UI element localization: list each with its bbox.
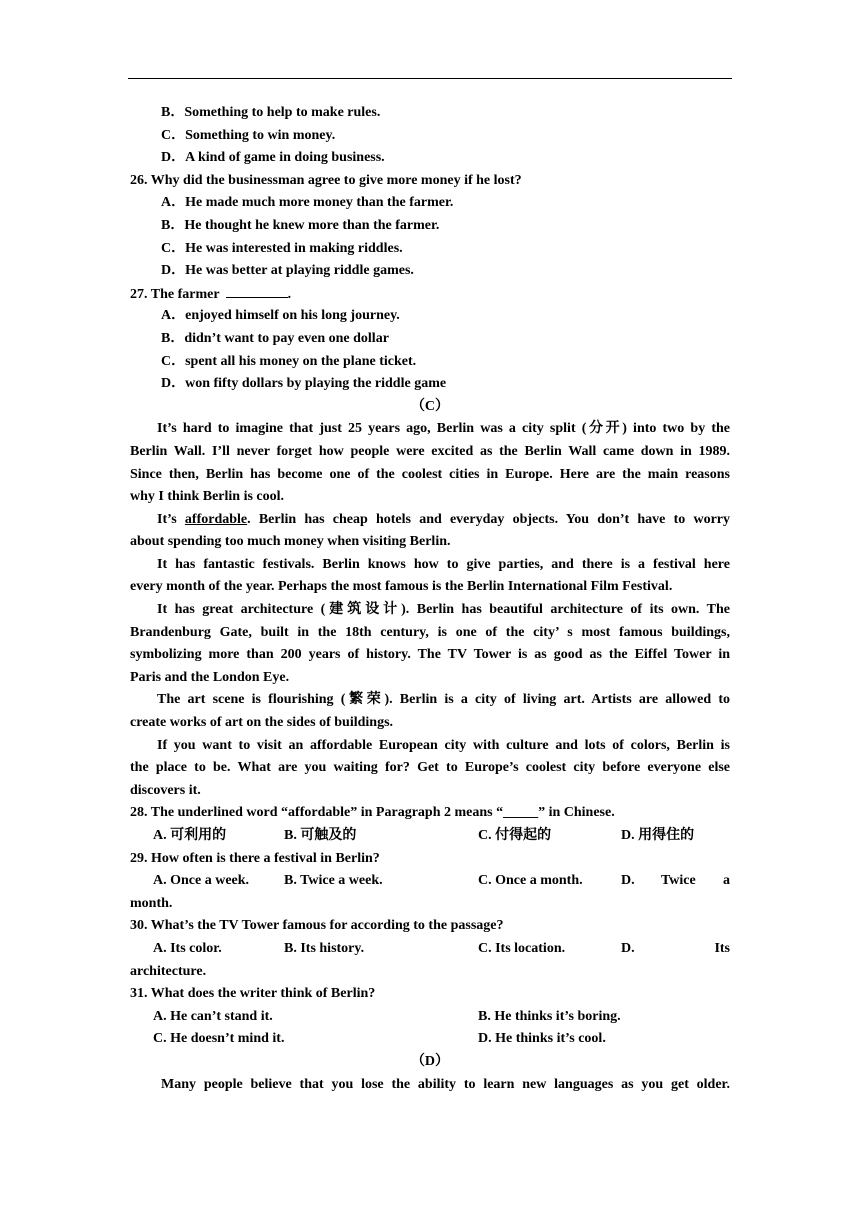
q31-question: 31. What does the writer think of Berlin? [130,986,376,1002]
q29-options [130,870,730,893]
page-content [130,102,730,1096]
passage-c-p2-line2: about spending too much money when visiting Berlin. [130,534,451,550]
q26-option-d: D．He was better at playing riddle games. [161,263,414,279]
q27-stem: 27. The farmer [130,286,220,302]
q30-option-c: C. Its location. [478,940,566,956]
header-rule [128,78,732,79]
p2-pre: It’s [157,511,185,527]
q31-options-row2 [130,1028,730,1051]
passage-c-p3-line2: every month of the year. Perhaps the most famous is the Berlin International Film Festival. [130,579,673,595]
q26-question: 26. Why did the businessman agree to give more money if he lost? [130,172,522,188]
q31-option-d: D. He thinks it’s cool. [478,1031,606,1047]
q25-option-c: C．Something to win money. [161,127,336,143]
passage-c-p3-line1: It has fantastic festivals. Berlin knows how to give parties, and there is a festival here [157,556,730,572]
passage-d-p1-line1: Many people believe that you lose the ability to learn new languages as you get older. [161,1076,730,1092]
passage-c-p5-line1: The art scene is flourishing (繁荣). Berlin is a city of living art. Artists are allowed to [157,692,730,708]
q29-option-d-wrap: month. [130,895,173,911]
q26-option-a: A．He made much more money than the farmer. [161,195,454,211]
q31-options-row1 [130,1006,730,1029]
q27-end: . [287,286,292,302]
q28-option-a: A. 可利用的 [153,828,227,843]
passage-c-p6-line1: If you want to visit an affordable European city with culture and lots of colors, Berlin is [157,737,730,753]
q27-blank [226,283,288,298]
passage-c-p2-line1 [130,509,730,532]
q25-option-b: B．Something to help to make rules. [161,105,381,120]
q27-option-a: A．enjoyed himself on his long journey. [161,308,400,324]
q25-option-d: D．A kind of game in doing business. [161,150,385,166]
passage-c-p4-line1: It has great architecture (建筑设计). Berlin has beautiful architecture of its own. The [157,602,730,618]
q28-options [130,825,730,848]
q28-option-d: D. 用得住的 [621,828,695,843]
section-d-heading: （D） [410,1053,450,1069]
q29-option-d-word1: Twice [661,873,696,889]
p2-post: . Berlin has cheap hotels and everyday objects. You don’t have to worry [247,511,730,527]
q27-option-d: D．won fifty dollars by playing the riddle game [161,376,447,392]
passage-c-p4-line3: symbolizing more than 200 years of history. The TV Tower is as good as the Eiffel Tower in [130,647,730,663]
q30-options [130,938,730,961]
passage-c-p1-line1: It’s hard to imagine that just 25 years ago, Berlin was a city split (分开) into two by the [157,421,730,437]
q30-option-a: A. Its color. [153,940,222,956]
q30-question: 30. What’s the TV Tower famous for according to the passage? [130,918,504,934]
q29-option-b: B. Twice a week. [284,873,383,889]
q29-option-d: D. [621,873,635,889]
q26-option-b: B．He thought he knew more than the farmer. [161,217,440,233]
q29-option-c: C. Once a month. [478,873,583,889]
q30-option-d-word1: Its [714,940,730,956]
passage-c-p4-line4: Paris and the London Eye. [130,669,290,685]
q31-option-a: A. He can’t stand it. [153,1008,273,1024]
q29-option-a: A. Once a week. [153,873,250,889]
q28-option-c: C. 付得起的 [478,828,552,843]
q28-option-b: B. 可触及的 [284,828,357,843]
passage-c-p4-line2: Brandenburg Gate, built in the 18th century, is one of the city’ s most famous buildings, [130,624,730,640]
q27-question [130,283,730,306]
underlined-word-affordable: affordable [184,511,248,527]
q26-option-c: C．He was interested in making riddles. [161,240,403,256]
q31-option-b: B. He thinks it’s boring. [478,1008,621,1024]
q30-option-d: D. [621,940,635,956]
q29-question: 29. How often is there a festival in Berlin? [130,850,380,866]
q31-option-c: C. He doesn’t mind it. [153,1031,285,1047]
passage-c-p5-line2: create works of art on the sides of buildings. [130,715,394,731]
passage-c-p6-line3: discovers it. [130,782,201,798]
section-c-heading: （C） [410,398,450,414]
passage-c-p1-line3: Since then, Berlin has become one of the coolest cities in Europe. Here are the main reasons [130,466,730,482]
q29-option-d-word2: a [723,873,730,889]
q27-option-b: B．didn’t want to pay even one dollar [161,330,389,346]
passage-c-p6-line2: the place to be. What are you waiting for? Get to Europe’s coolest city before everyone else [130,760,730,776]
q30-option-d-wrap: architecture. [130,963,207,979]
passage-c-p1-line2: Berlin Wall. I’ll never forget how people were excited as the Berlin Wall came down in 1989. [130,443,730,459]
q28-question: 28. The underlined word “affordable” in Paragraph 2 means “_____” in Chinese. [130,805,615,821]
q27-option-c: C．spent all his money on the plane ticket. [161,353,417,369]
passage-c-p1-line4: why I think Berlin is cool. [130,489,285,505]
q30-option-b: B. Its history. [284,940,365,956]
